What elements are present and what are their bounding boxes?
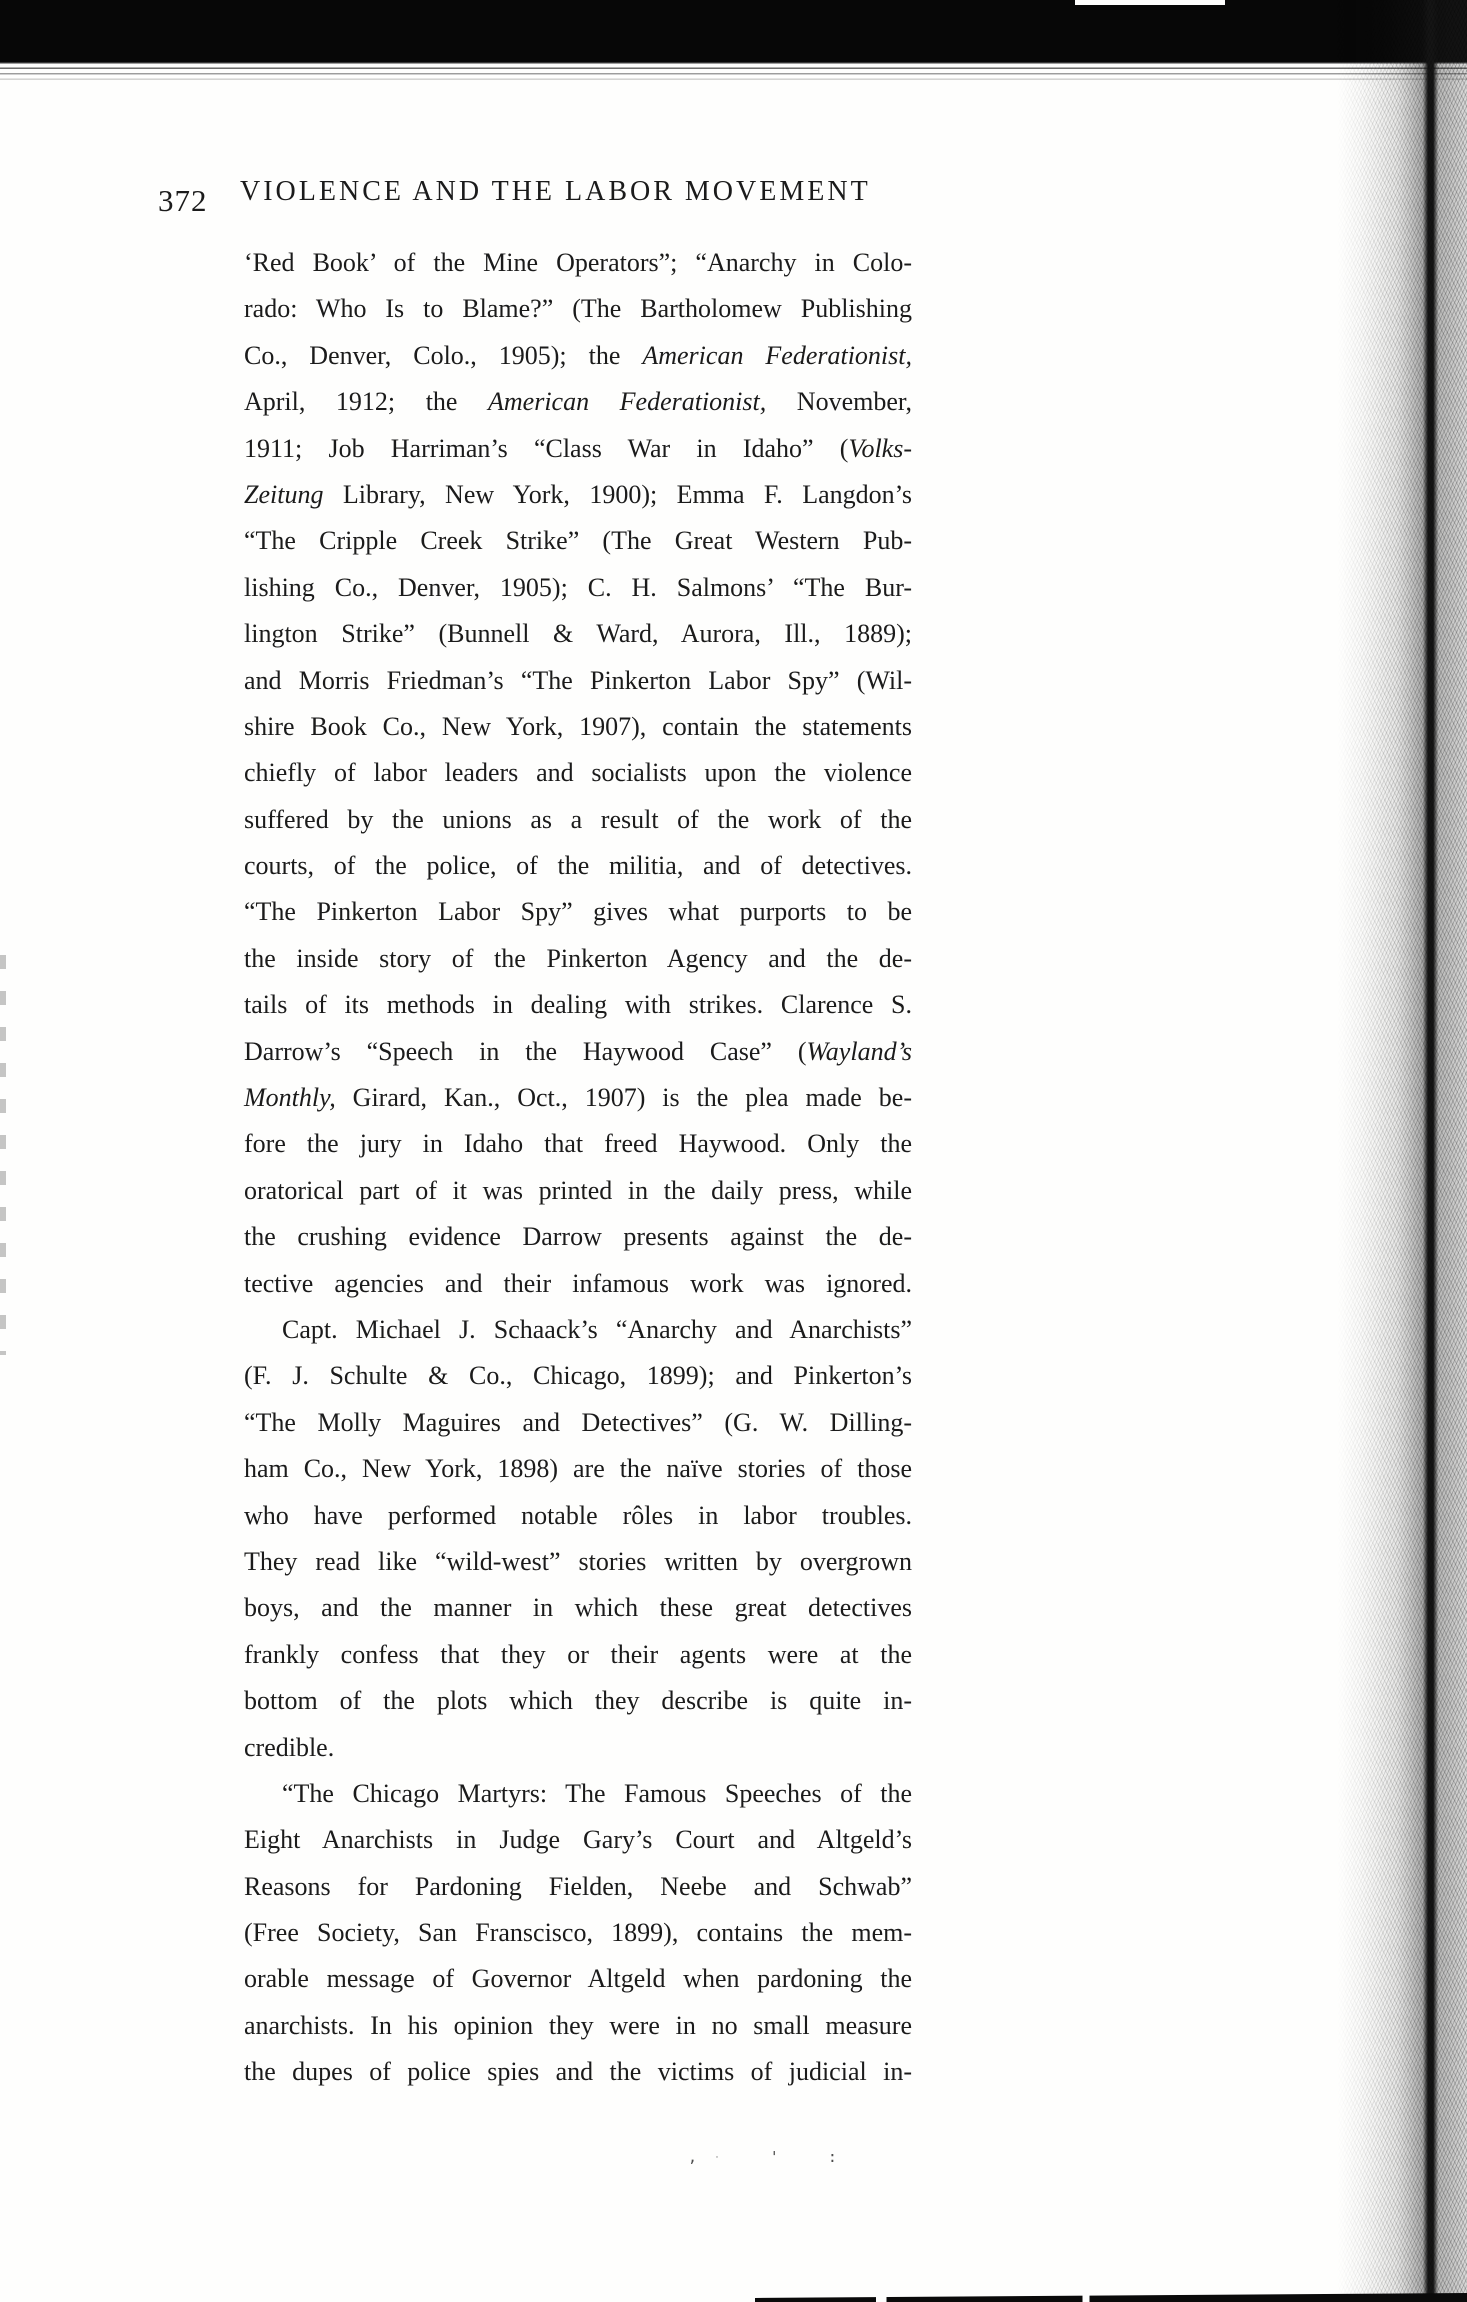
text-segment: credible. <box>244 1732 335 1762</box>
text-line <box>244 1168 912 1214</box>
scan-notch <box>1075 0 1225 5</box>
italic-text-segment: American Federationist, <box>642 340 912 370</box>
text-segment: Girard, Kan., Oct., 1907) is the plea made be- <box>335 1083 912 1113</box>
text-line <box>244 1121 912 1167</box>
text-line <box>244 704 912 750</box>
scan-streaks <box>0 62 1467 84</box>
text-line <box>244 1446 912 1492</box>
text-segment: lington Strike” (Bunnell & Ward, Aurora, Ill., 1889); <box>244 619 912 649</box>
text-segment: rado: Who Is to Blame?” (The Bartholomew Publishing <box>244 294 912 324</box>
text-segment: “The Molly Maguires and Detectives” (G. W. Dilling- <box>244 1407 912 1437</box>
text-line <box>244 982 912 1028</box>
text-line <box>244 611 912 657</box>
italic-text-segment: Wayland’s <box>806 1036 912 1066</box>
page-number: 372 <box>158 183 208 218</box>
text-segment: frankly confess that they or their agents were at the <box>244 1639 912 1669</box>
page-body-text <box>244 240 912 2096</box>
text-segment: Library, New York, 1900); Emma F. Langdon’s <box>323 479 912 509</box>
text-line <box>244 1910 912 1956</box>
text-segment: They read like “wild-west” stories written by overgrown <box>244 1546 912 1576</box>
text-segment: the dupes of police spies and the victims of judicial in- <box>244 2057 912 2087</box>
text-segment: Eight Anarchists in Judge Gary’s Court and Altgeld’s <box>244 1825 912 1855</box>
text-segment: bottom of the plots which they describe is quite in- <box>244 1686 912 1716</box>
text-segment: courts, of the police, of the militia, and of detectives. <box>244 851 912 881</box>
scan-edge-bottom <box>755 2293 1467 2302</box>
italic-text-segment: Zeitung <box>244 479 324 509</box>
text-line <box>244 1817 912 1863</box>
text-segment: 1911; Job Harriman’s “Class War in Idaho” ( <box>244 433 849 463</box>
text-line <box>244 1261 912 1307</box>
text-line <box>244 333 912 379</box>
text-segment: Reasons for Pardoning Fielden, Neebe and Schwab” <box>244 1871 912 1901</box>
text-line <box>244 797 912 843</box>
text-line <box>244 426 912 472</box>
book-gutter-shadow <box>1337 0 1467 2302</box>
text-line <box>244 750 912 796</box>
text-line <box>244 286 912 332</box>
text-line <box>244 936 912 982</box>
text-segment: orable message of Governor Altgeld when pardoning the <box>244 1964 912 1994</box>
text-segment: (F. J. Schulte & Co., Chicago, 1899); and Pinkerton’s <box>244 1361 912 1391</box>
text-segment: tective agencies and their infamous work was ignored. <box>244 1268 912 1298</box>
text-line <box>244 1632 912 1678</box>
text-segment: lishing Co., Denver, 1905); C. H. Salmons’ “The Bur- <box>244 572 912 602</box>
text-line <box>244 1725 912 1771</box>
text-line <box>244 565 912 611</box>
text-line <box>244 240 912 286</box>
text-segment: the inside story of the Pinkerton Agency and the de- <box>244 943 912 973</box>
text-segment: suffered by the unions as a result of the work of the <box>244 804 912 834</box>
text-segment: chiefly of labor leaders and socialists upon the violence <box>244 758 912 788</box>
text-segment: (Free Society, San Franscisco, 1899), contains the mem- <box>244 1918 912 1948</box>
page-header <box>158 176 1298 220</box>
text-segment: April, 1912; the <box>244 387 489 417</box>
running-head-title: VIOLENCE AND THE LABOR MOVEMENT <box>240 176 871 207</box>
text-segment: and Morris Friedman’s “The Pinkerton Labor Spy” (Wil- <box>244 665 912 695</box>
text-line <box>244 1353 912 1399</box>
text-line <box>244 2003 912 2049</box>
text-segment: “The Chicago Martyrs: The Famous Speeches of the <box>282 1778 912 1808</box>
text-segment: Co., Denver, Colo., 1905); the <box>244 340 643 370</box>
text-segment: ‘Red Book’ of the Mine Operators”; “Anarchy in Colo- <box>244 248 912 277</box>
text-segment: Capt. Michael J. Schaack’s “Anarchy and Anarchists” <box>282 1314 912 1344</box>
text-segment: who have performed notable rôles in labor troubles. <box>244 1500 912 1530</box>
text-line <box>244 1771 912 1817</box>
text-segment: boys, and the manner in which these great detectives <box>244 1593 912 1623</box>
text-line <box>244 1539 912 1585</box>
text-line <box>244 1493 912 1539</box>
text-line <box>244 1029 912 1075</box>
text-segment: “The Pinkerton Labor Spy” gives what purports to be <box>244 897 912 927</box>
italic-text-segment: Monthly, <box>244 1083 336 1113</box>
text-segment: oratorical part of it was printed in the daily press, while <box>244 1175 912 1205</box>
text-segment: shire Book Co., New York, 1907), contain the statements <box>244 711 912 741</box>
text-line <box>244 1585 912 1631</box>
text-line <box>244 1678 912 1724</box>
text-line <box>244 518 912 564</box>
text-segment: “The Cripple Creek Strike” (The Great Western Pub- <box>244 526 912 556</box>
text-line <box>244 889 912 935</box>
text-segment: anarchists. In his opinion they were in no small measure <box>244 2010 912 2040</box>
text-segment: the crushing evidence Darrow presents against the de- <box>244 1222 912 1252</box>
text-line <box>244 1307 912 1353</box>
text-segment: November, <box>766 387 912 417</box>
ink-specks: , ּ ' : <box>688 2148 857 2166</box>
text-line <box>244 472 912 518</box>
text-segment: fore the jury in Idaho that freed Haywood. Only the <box>244 1129 912 1159</box>
italic-text-segment: American Federationist, <box>488 387 767 417</box>
text-line <box>244 1956 912 2002</box>
text-line <box>244 658 912 704</box>
text-line <box>244 1075 912 1121</box>
text-line <box>244 1864 912 1910</box>
italic-text-segment: Volks- <box>848 433 912 463</box>
text-segment: tails of its methods in dealing with strikes. Clarence S. <box>244 990 912 1020</box>
scan-edge-top <box>0 0 1467 62</box>
text-line <box>244 1400 912 1446</box>
text-line <box>244 379 912 425</box>
scan-edge-left-marks <box>0 955 6 1355</box>
text-segment: ham Co., New York, 1898) are the naïve stories of those <box>244 1454 912 1484</box>
text-segment: Darrow’s “Speech in the Haywood Case” ( <box>244 1036 807 1066</box>
text-line <box>244 2049 912 2095</box>
text-line <box>244 843 912 889</box>
text-line <box>244 1214 912 1260</box>
